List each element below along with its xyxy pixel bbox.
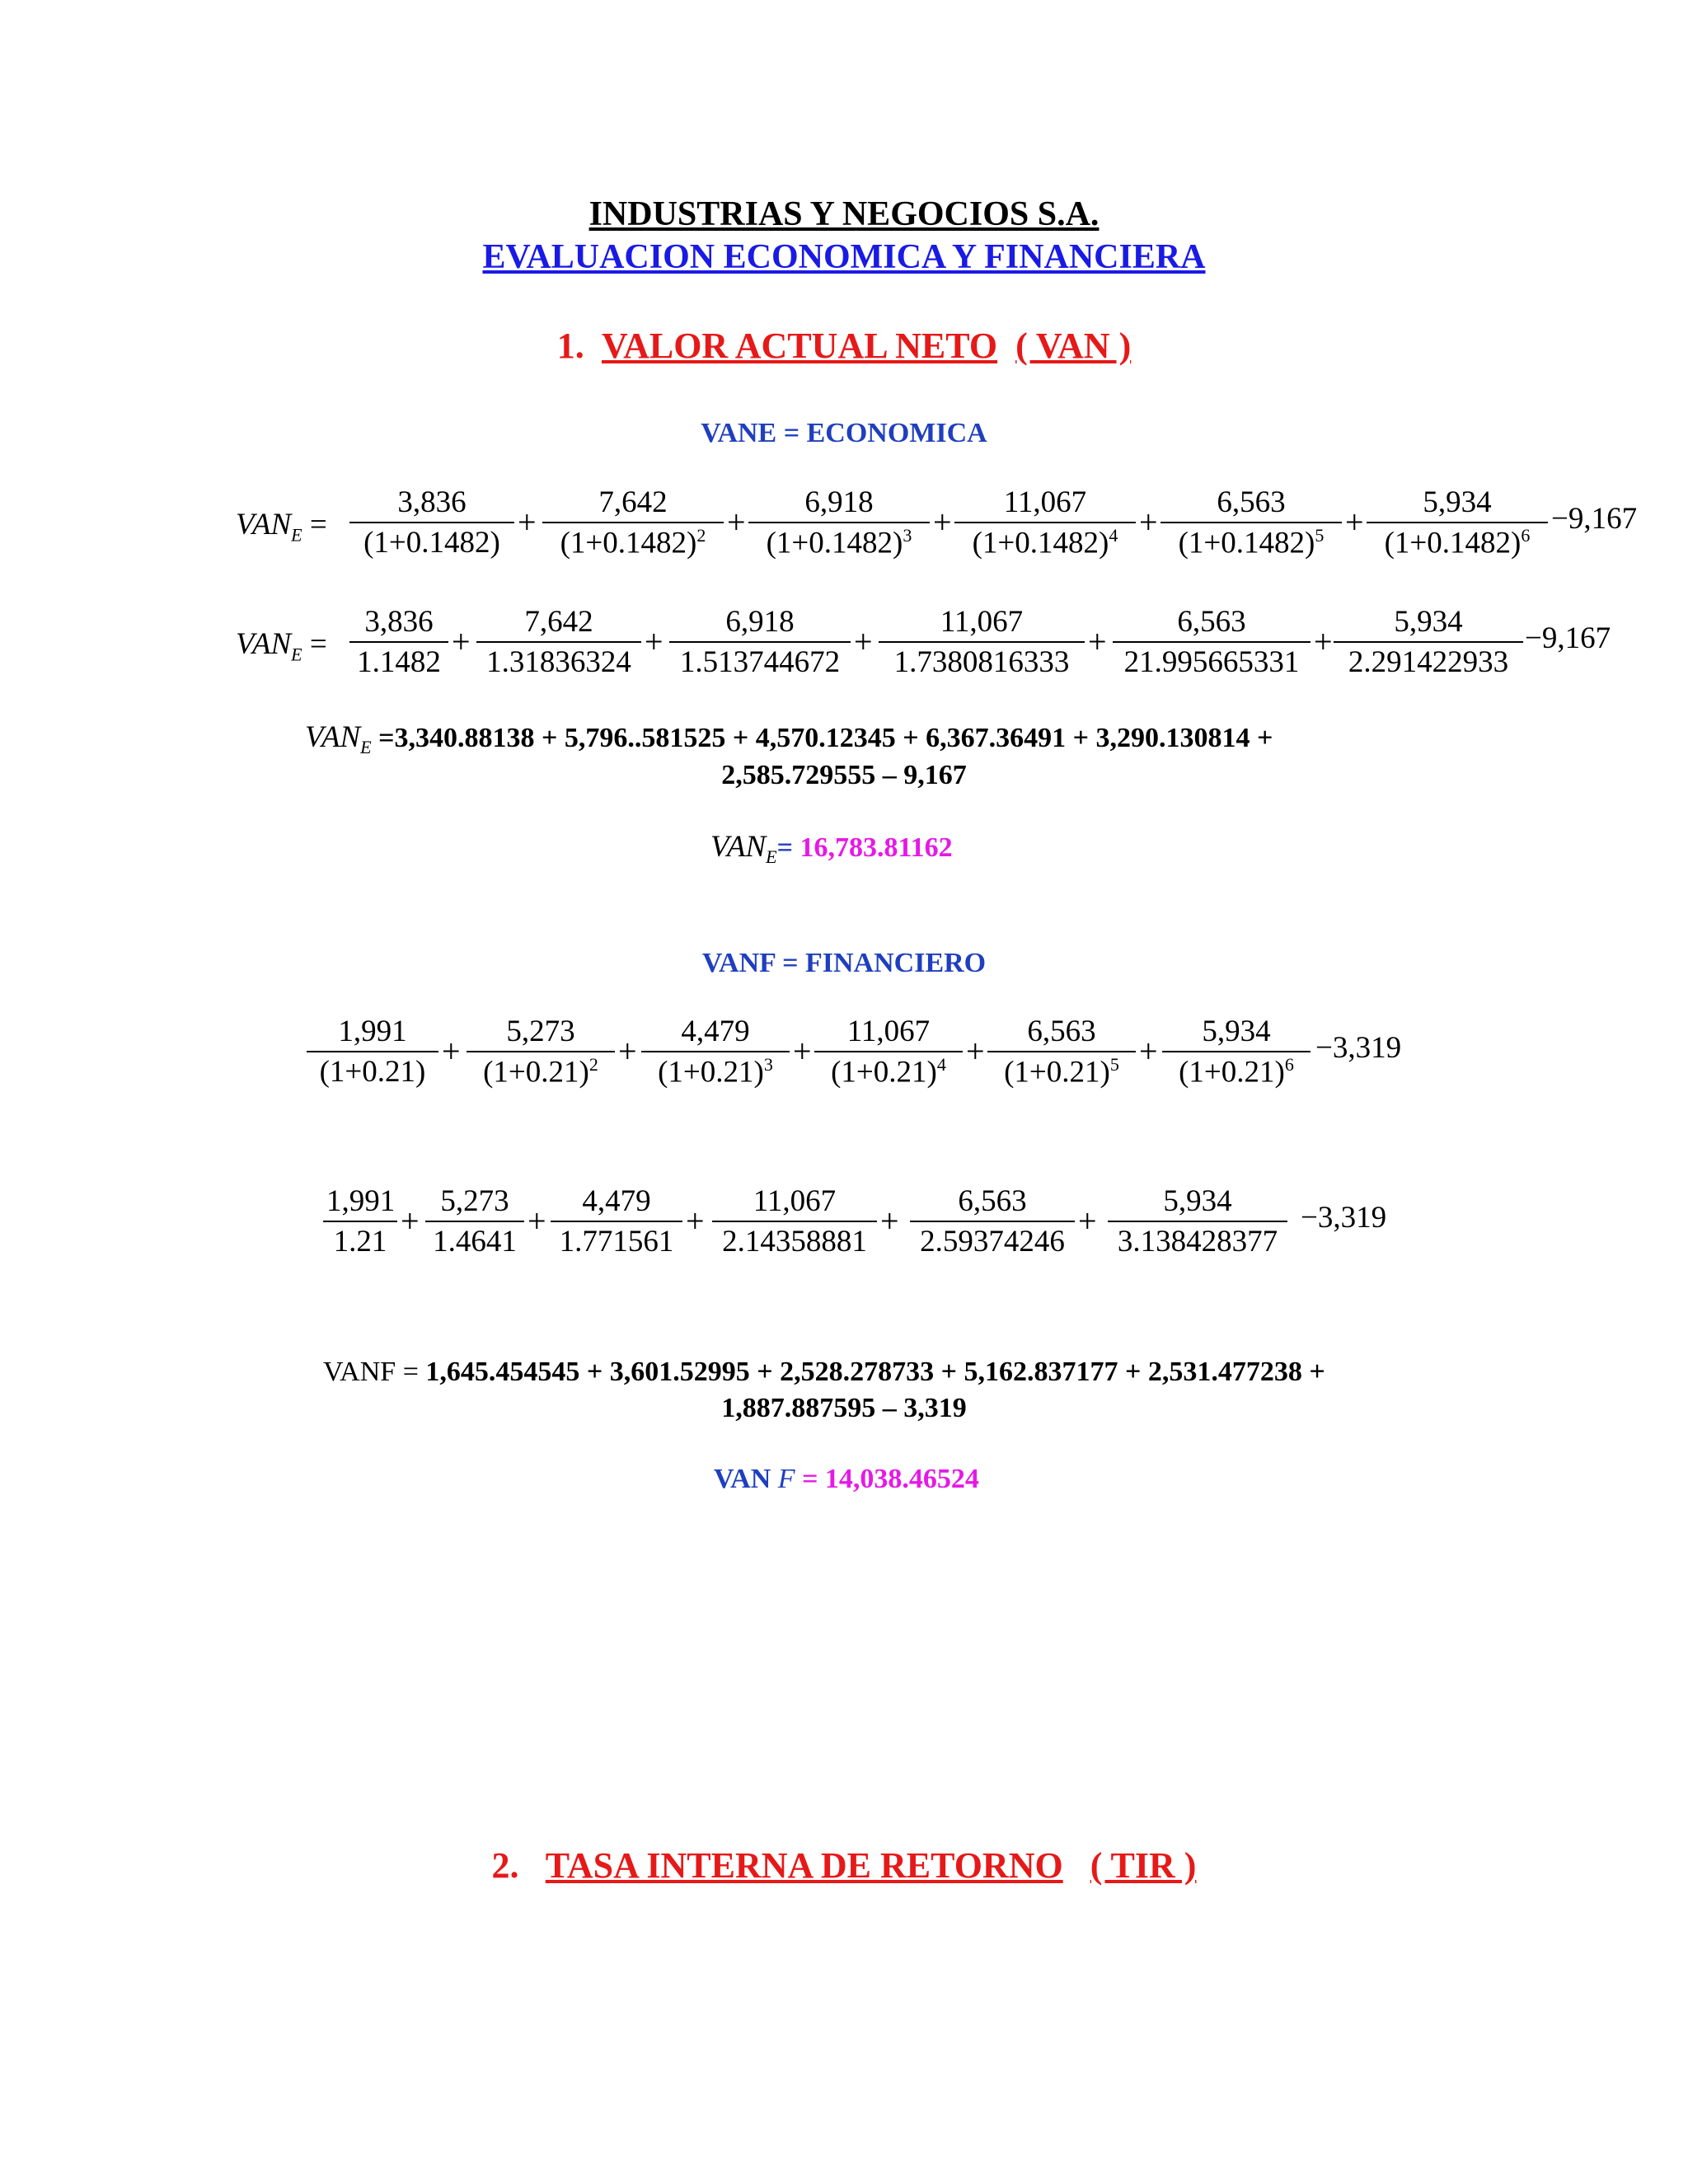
numerator: 1,991: [307, 1014, 438, 1052]
vanf-result-value: = 14,038.46524: [802, 1464, 979, 1494]
section-2-heading: [0, 1844, 1688, 1886]
exponent: 6: [1284, 1054, 1294, 1075]
plus-operator: +: [518, 504, 537, 541]
plus-operator: +: [401, 1202, 420, 1240]
vane-row1-lhs: $VAN_E$ =: [236, 508, 327, 546]
denominator-base: (1+0.1482): [560, 526, 697, 560]
document-subtitle: EVALUACION ECONOMICA Y FINANCIERA: [482, 238, 1206, 276]
exponent: 4: [936, 1054, 946, 1075]
denominator: 1.513744672: [679, 645, 841, 679]
numerator: 11,067: [954, 485, 1136, 523]
fraction: [1334, 604, 1523, 680]
minus-term: −9,167: [1525, 621, 1611, 655]
numerator: 3,836: [349, 485, 514, 523]
plus-operator: +: [618, 1033, 637, 1070]
denominator: 1.1482: [357, 645, 441, 679]
numerator: 7,642: [542, 485, 724, 523]
fraction: [1162, 1014, 1311, 1090]
numerator: 7,642: [476, 604, 641, 643]
denominator-base: (1+0.1482): [1384, 526, 1522, 560]
exponent: 3: [903, 525, 912, 546]
denominator: 1.7380816333: [893, 645, 1070, 679]
denominator-base: (1+0.1482): [766, 526, 903, 560]
denominator: 1.31836324: [486, 645, 631, 679]
plus-operator: +: [1088, 623, 1107, 660]
exponent: 4: [1109, 525, 1118, 546]
plus-operator: +: [966, 1033, 985, 1070]
denominator-base: (1+0.1482): [363, 526, 500, 560]
company-name: INDUSTRIAS Y NEGOCIOS S.A.: [588, 195, 1100, 233]
denominator: 3.138428377: [1117, 1225, 1278, 1258]
section-2-abbr: ( TIR ): [1090, 1845, 1197, 1886]
numerator: 6,563: [1160, 485, 1342, 523]
section-1-abbr: ( VAN ): [1015, 326, 1132, 366]
fraction: [748, 485, 930, 560]
exponent: 5: [1109, 1054, 1119, 1075]
section-2-number: 2.: [491, 1845, 519, 1886]
numerator: 4,479: [641, 1014, 790, 1052]
denominator-base: (1+0.1482): [1178, 526, 1315, 560]
denominator-base: (1+0.21): [831, 1055, 937, 1090]
numerator: 6,563: [987, 1014, 1136, 1052]
vanf-sum-line1: VANF = 1,645.454545 + 3,601.52995 + 2,528.278733 + 5,162.837177 + 2,531.477238 +: [323, 1357, 1325, 1387]
section-1-heading: [0, 325, 1688, 367]
plus-operator: +: [452, 623, 471, 660]
plus-operator: +: [645, 623, 663, 660]
fraction: [307, 1014, 438, 1090]
denominator-base: (1+0.21): [1179, 1055, 1285, 1090]
denominator: 2.59374246: [920, 1225, 1065, 1258]
vanf-sum-line2: 1,887.887595 – 3,319: [721, 1393, 967, 1423]
vanf-label: VANF = FINANCIERO: [701, 948, 987, 978]
numerator: 6,918: [669, 604, 851, 643]
minus-term: −3,319: [1315, 1031, 1402, 1065]
denominator: [954, 523, 1136, 560]
vane-result: $VAN_E= 16,783.81162$: [710, 830, 953, 867]
fraction: [476, 604, 641, 680]
denominator: 2.291422933: [1348, 645, 1509, 679]
fraction: [712, 1183, 877, 1259]
denominator: [542, 523, 724, 560]
plus-operator: +: [727, 504, 746, 541]
section-1-number: 1.: [556, 326, 584, 366]
denominator: [748, 523, 930, 560]
vane-sum-line1: $VAN_E =3,340.88138 + 5,796..581525 + 4,570.12345 + 6,367.36491 + 3,290.130814$ +: [305, 720, 1273, 757]
fraction: [1113, 604, 1311, 680]
denominator: [641, 1052, 790, 1090]
numerator: 6,563: [1113, 604, 1311, 643]
denominator: [814, 1052, 963, 1090]
denominator-base: (1+0.21): [319, 1055, 426, 1089]
plus-operator: +: [1345, 504, 1364, 541]
fraction: [349, 485, 514, 560]
plus-operator: +: [528, 1202, 546, 1240]
denominator: 2.14358881: [722, 1225, 867, 1258]
denominator: [349, 523, 514, 560]
numerator: 6,563: [910, 1183, 1075, 1222]
exponent: 2: [696, 525, 706, 546]
vane-result-value: 16,783.81162: [799, 832, 953, 863]
denominator: [987, 1052, 1136, 1090]
plus-operator: +: [854, 623, 873, 660]
section-1-title: VALOR ACTUAL NETO: [601, 326, 998, 366]
fraction: [551, 1183, 682, 1259]
fraction: [987, 1014, 1136, 1090]
numerator: 5,273: [467, 1014, 615, 1052]
exponent: 2: [588, 1054, 598, 1075]
numerator: 11,067: [879, 604, 1085, 643]
fraction: [323, 1183, 397, 1259]
denominator: 1.4641: [433, 1225, 517, 1258]
fraction: [425, 1183, 524, 1259]
fraction: [1160, 485, 1342, 560]
plus-operator: +: [880, 1202, 899, 1240]
plus-operator: +: [1139, 1033, 1158, 1070]
numerator: 3,836: [349, 604, 448, 643]
denominator: [1367, 523, 1548, 560]
minus-term: −3,319: [1301, 1201, 1387, 1235]
plus-operator: +: [1139, 504, 1158, 541]
exponent: 6: [1521, 525, 1531, 546]
denominator: [307, 1052, 438, 1090]
exponent: 5: [1315, 525, 1325, 546]
numerator: 11,067: [814, 1014, 963, 1052]
plus-operator: +: [686, 1202, 705, 1240]
fraction: [542, 485, 724, 560]
numerator: 11,067: [712, 1183, 877, 1222]
fraction: [349, 604, 448, 680]
denominator: 21.995665331: [1123, 645, 1300, 679]
numerator: 5,934: [1162, 1014, 1311, 1052]
numerator: 5,934: [1108, 1183, 1287, 1222]
vane-sum-line2: 2,585.729555 – 9,167: [721, 760, 967, 790]
fraction: [954, 485, 1136, 560]
fraction: [1108, 1183, 1287, 1259]
fraction: [879, 604, 1085, 680]
plus-operator: +: [1314, 623, 1333, 660]
fraction: [814, 1014, 963, 1090]
plus-operator: +: [793, 1033, 812, 1070]
denominator: [1162, 1052, 1311, 1090]
numerator: 1,991: [323, 1183, 397, 1222]
numerator: 6,918: [748, 485, 930, 523]
numerator: 5,934: [1334, 604, 1523, 643]
document-header: [0, 194, 1688, 277]
vane-label: VANE = ECONOMICA: [701, 418, 987, 448]
numerator: 5,273: [425, 1183, 524, 1222]
section-2-title: TASA INTERNA DE RETORNO: [545, 1845, 1063, 1886]
denominator-base: (1+0.1482): [972, 526, 1109, 560]
denominator-base: (1+0.21): [483, 1055, 589, 1090]
denominator: [467, 1052, 615, 1090]
denominator: 1.21: [333, 1225, 387, 1258]
denominator: [1160, 523, 1342, 560]
vanf-result: VAN F = 14,038.46524: [714, 1464, 979, 1494]
denominator-base: (1+0.21): [658, 1055, 764, 1090]
fraction: [910, 1183, 1075, 1259]
fraction: [669, 604, 851, 680]
fraction: [1367, 485, 1548, 560]
denominator-base: (1+0.21): [1004, 1055, 1110, 1090]
vane-row2-lhs: $VAN_E$ =: [236, 627, 327, 665]
fraction: [641, 1014, 790, 1090]
denominator: 1.771561: [559, 1225, 674, 1258]
plus-operator: +: [933, 504, 952, 541]
plus-operator: +: [1078, 1202, 1097, 1240]
minus-term: −9,167: [1551, 502, 1638, 536]
numerator: 4,479: [551, 1183, 682, 1222]
exponent: 3: [763, 1054, 773, 1075]
numerator: 5,934: [1367, 485, 1548, 523]
fraction: [467, 1014, 615, 1090]
plus-operator: +: [442, 1033, 461, 1070]
